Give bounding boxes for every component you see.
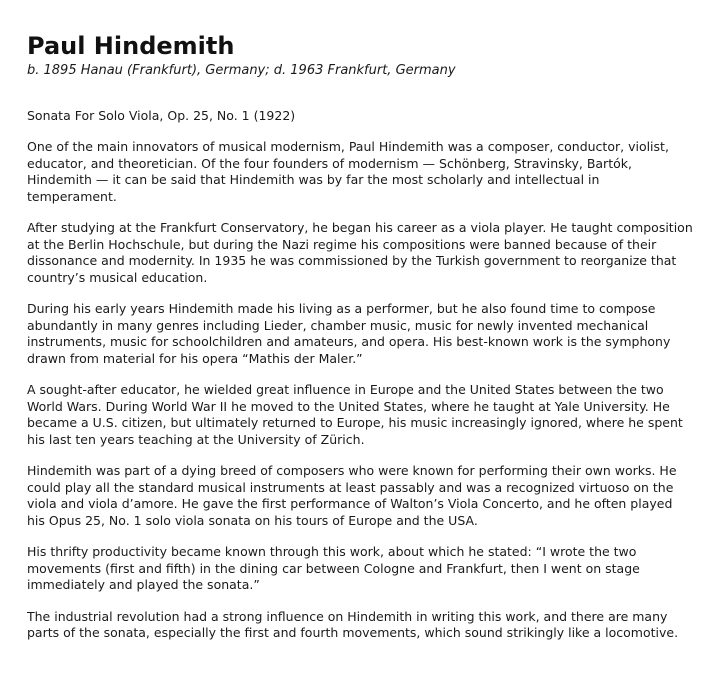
page-title: Paul Hindemith xyxy=(27,32,235,60)
paragraph-early-years: During his early years Hindemith made his living as a performer, but he also found time to compose abundantly in many genres including Lieder, chamber music, music for newly invented mechanical instruments, music for schoolchildren and amateurs, and opera. His best-known work is the symphony drawn from material for his opera “Mathis der Maler.” xyxy=(27,301,671,366)
paragraph-career: After studying at the Frankfurt Conservatory, he began his career as a viola player. He taught composition at the Berlin Hochschule, but during the Nazi regime his compositions were banned because of their dissonance and modernity. In 1935 he was commissioned by the Turkish government to reorganize that country’s musical education. xyxy=(27,220,693,285)
paragraph-industrial-revolution: The industrial revolution had a strong influence on Hindemith in writing this work, and there are many parts of the sonata, especially the first and fourth movements, which sound strikingly like a locomotive. xyxy=(27,608,679,640)
paragraph-innovators: One of the main innovators of musical modernism, Paul Hindemith was a composer, conductor, violist, educator, and theoretician. Of the four founders of modernism — Schönberg, Stravinsky, Bartók, Hindemith — it can be said that Hindemith was by far the most scholarly and intellectual in temperament. xyxy=(27,139,669,204)
composer-dates: b. 1895 Hanau (Frankfurt), Germany; d. 1963 Frankfurt, Germany xyxy=(27,63,456,78)
paragraph-performer: Hindemith was part of a dying breed of composers who were known for performing their own works. He could play all the standard musical instruments at least passably and was a recognized virtuoso on the viola and viola d’amore. He gave the first performance of Walton’s Viola Concerto, and he often played his Opus 25, No. 1 solo viola sonata on his tours of Europe and the USA. xyxy=(27,463,677,528)
work-title: Sonata For Solo Viola, Op. 25, No. 1 (1922) xyxy=(27,108,296,123)
paragraph-educator: A sought-after educator, he wielded great influence in Europe and the United States between the two World Wars. During World War II he moved to the United States, where he taught at Yale University. He became a U.S. citizen, but ultimately returned to Europe, his music increasingly ignored, where he spent his last ten years teaching at the University of Zürich. xyxy=(27,382,683,447)
paragraph-thrifty-productivity: His thrifty productivity became known through this work, about which he stated: “I wrote the two movements (first and fifth) in the dining car between Cologne and Frankfurt, then I went on stage immediately and played the sonata.” xyxy=(27,544,640,592)
